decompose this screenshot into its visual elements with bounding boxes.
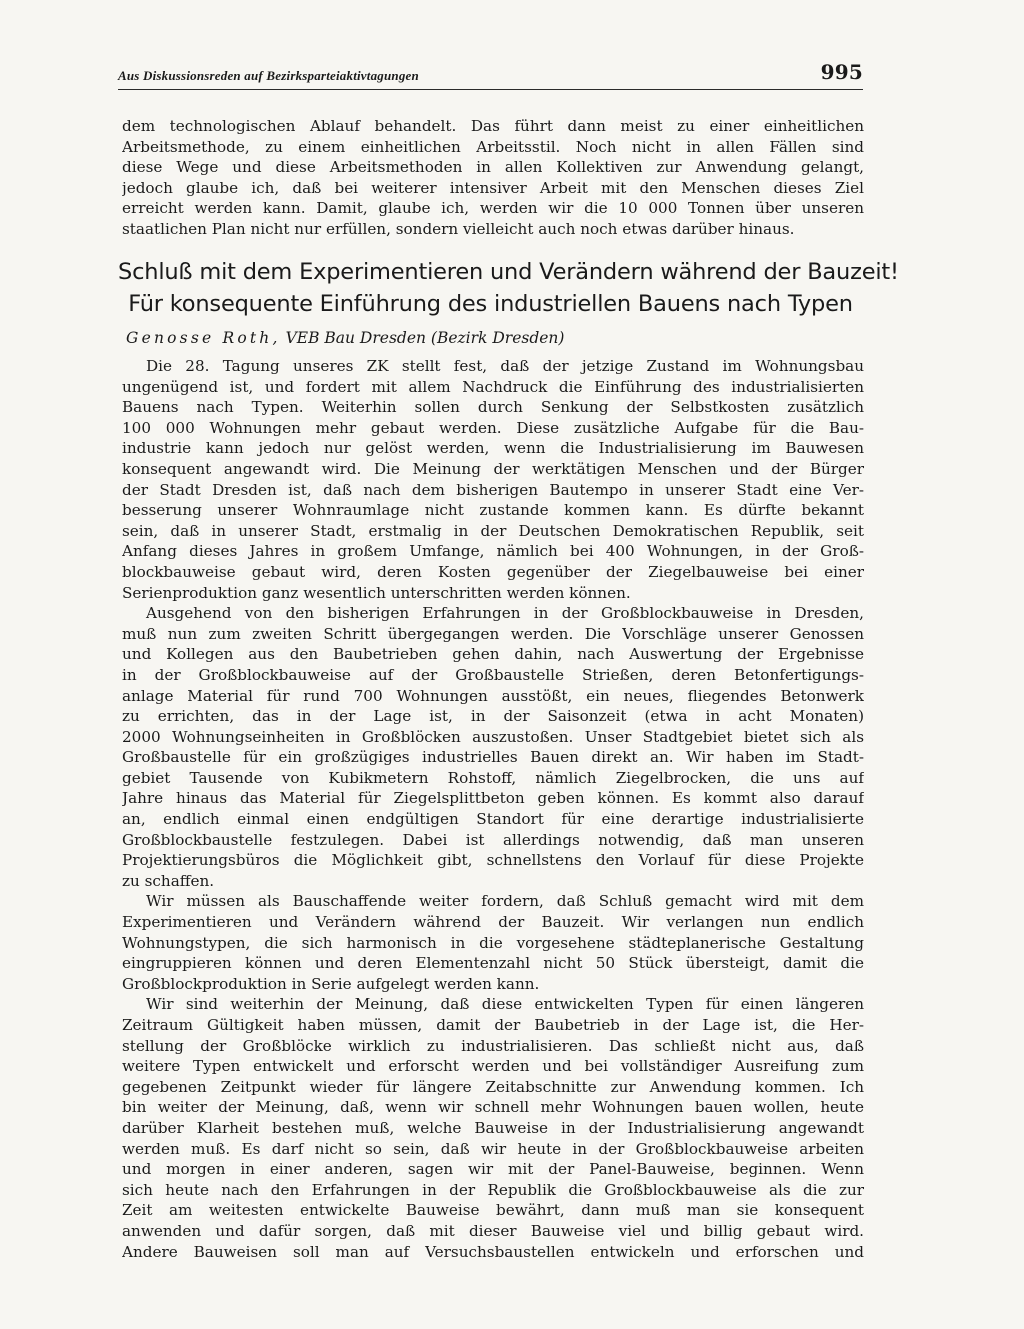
speaker-byline bbox=[126, 329, 564, 347]
page-number: 995 bbox=[820, 60, 863, 84]
text-line: weitere Typen entwickelt und erforscht werden und bei vollständiger Ausreifung zum bbox=[122, 1057, 864, 1076]
text-line: Wir sind weiterhin der Meinung, daß diese entwickelten Typen für einen längeren bbox=[146, 995, 864, 1014]
text-line: Arbeitsmethode, zu einem einheitlichen Arbeitsstil. Noch nicht in allen Fällen sind bbox=[122, 137, 864, 156]
section-heading-line-2: Für konsequente Einführung des industriellen Bauens nach Typen bbox=[128, 291, 853, 317]
text-line: Jahre hinaus das Material für Ziegelsplittbeton geben können. Es kommt also darauf bbox=[122, 789, 864, 808]
text-line: anlage Material für rund 700 Wohnungen ausstößt, ein neues, fliegendes Betonwerk bbox=[122, 686, 864, 705]
text-line: bin weiter der Meinung, daß, wenn wir schnell mehr Wohnungen bauen wollen, heute bbox=[122, 1098, 864, 1117]
section-heading-line-1: Schluß mit dem Experimentieren und Verändern während der Bauzeit! bbox=[118, 259, 899, 285]
text-line: blockbauweise gebaut wird, deren Kosten gegenüber der Ziegelbauweise bei einer bbox=[122, 562, 864, 581]
intro-paragraph bbox=[122, 116, 864, 240]
text-line: Ausgehend von den bisherigen Erfahrungen in der Großblockbauweise in Dresden, bbox=[146, 604, 864, 623]
text-line: konsequent angewandt wird. Die Meinung der werktätigen Menschen und der Bürger bbox=[122, 459, 864, 478]
running-title: Aus Diskussionsreden auf Bezirksparteiaktivtagungen bbox=[118, 68, 419, 83]
text-line: eingruppieren können und deren Elementenzahl nicht 50 Stück übersteigt, damit die bbox=[122, 954, 864, 973]
text-line: dem technologischen Ablauf behandelt. Das führt dann meist zu einer einheitlichen bbox=[122, 117, 864, 135]
speaker-affiliation: VEB Bau Dresden (Bezirk Dresden) bbox=[285, 329, 565, 347]
text-line: 100 000 Wohnungen mehr gebaut werden. Diese zusätzliche Aufgabe für die Bau- bbox=[122, 418, 864, 437]
running-header bbox=[118, 60, 863, 84]
text-line: sein, daß in unserer Stadt, erstmalig in der Deutschen Demokratischen Republik, seit bbox=[122, 521, 864, 540]
text-line: gebiet Tausende von Kubikmetern Rohstoff, nämlich Ziegelbrocken, die uns auf bbox=[122, 768, 864, 787]
text-line: Zeitraum Gültigkeit haben müssen, damit der Baubetrieb in der Lage ist, die Her- bbox=[122, 1016, 864, 1034]
speaker-name: Genosse Roth, bbox=[126, 329, 281, 347]
text-line: 2000 Wohnungseinheiten in Großblöcken auszustoßen. Unser Stadtgebiet bietet sich als bbox=[122, 727, 864, 746]
text-line: und morgen in einer anderen, sagen wir mit der Panel-Bauweise, beginnen. Wenn bbox=[122, 1160, 864, 1179]
text-line: der Stadt Dresden ist, daß nach dem bisherigen Bautempo in unserer Stadt eine Ver- bbox=[122, 480, 864, 499]
text-line: und Kollegen aus den Baubetrieben gehen dahin, nach Auswertung der Ergebnisse bbox=[122, 645, 864, 664]
text-line: ungenügend ist, und fordert mit allem Nachdruck die Einführung des industrialisierten bbox=[122, 377, 864, 396]
text-line: an, endlich einmal einen endgültigen Standort für eine derartige industrialisierte bbox=[122, 810, 864, 829]
text-line: darüber Klarheit bestehen muß, welche Bauweise in der Industrialisierung angewandt bbox=[122, 1118, 864, 1137]
text-line: Anfang dieses Jahres in großem Umfange, nämlich bei 400 Wohnungen, in der Groß- bbox=[122, 542, 864, 561]
text-line: Zeit am weitesten entwickelte Bauweise bewährt, dann muß man sie konsequent bbox=[122, 1201, 864, 1220]
text-line: Großblockproduktion in Serie aufgelegt werden kann. bbox=[122, 974, 540, 993]
text-line: Serienproduktion ganz wesentlich unterschritten werden können. bbox=[122, 583, 631, 602]
text-line: industrie kann jedoch nur gelöst werden, wenn die Industrialisierung im Bauwesen bbox=[122, 439, 864, 458]
text-line: zu schaffen. bbox=[122, 871, 215, 890]
text-line: Großblockbaustelle festzulegen. Dabei ist allerdings notwendig, daß man unseren bbox=[122, 830, 864, 849]
text-line: anwenden und dafür sorgen, daß mit dieser Bauweise viel und billig gebaut wird. bbox=[122, 1221, 864, 1240]
text-line: Wir müssen als Bauschaffende weiter fordern, daß Schluß gemacht wird mit dem bbox=[146, 892, 864, 911]
header-rule bbox=[118, 89, 863, 90]
text-line: staatlichen Plan nicht nur erfüllen, sondern vielleicht auch noch etwas darüber hinaus. bbox=[122, 219, 795, 238]
text-line: Experimentieren und Verändern während der Bauzeit. Wir verlangen nun endlich bbox=[122, 913, 864, 932]
text-line: Andere Bauweisen soll man auf Versuchsbaustellen entwickeln und erforschen und bbox=[122, 1242, 864, 1261]
text-line: erreicht werden kann. Damit, glaube ich, werden wir die 10 000 Tonnen über unseren bbox=[122, 199, 864, 218]
text-line: zu errichten, das in der Lage ist, in der Saisonzeit (etwa in acht Monaten) bbox=[122, 707, 864, 726]
text-line: besserung unserer Wohnraumlage nicht zustande kommen kann. Es dürfte bekannt bbox=[122, 501, 864, 520]
text-line: Projektierungsbüros die Möglichkeit gibt, schnellstens den Vorlauf für diese Projekte bbox=[122, 851, 864, 870]
text-line: jedoch glaube ich, daß bei weiterer intensiver Arbeit mit den Menschen dieses Ziel bbox=[122, 178, 864, 197]
text-line: werden muß. Es darf nicht so sein, daß wir heute in der Großblockbauweise arbeiten bbox=[122, 1139, 864, 1158]
text-line: diese Wege und diese Arbeitsmethoden in allen Kollektiven zur Anwendung gelangt, bbox=[122, 158, 864, 177]
text-line: Die 28. Tagung unseres ZK stellt fest, daß der jetzige Zustand im Wohnungsbau bbox=[146, 357, 864, 375]
section-heading bbox=[118, 256, 899, 320]
text-line: stellung der Großblöcke wirklich zu industrialisieren. Das schließt nicht aus, daß bbox=[122, 1036, 864, 1055]
text-line: Großbaustelle für ein großzügiges industrielles Bauen direkt an. Wir haben im Stadt- bbox=[122, 748, 864, 767]
text-line: Bauens nach Typen. Weiterhin sollen durch Senkung der Selbstkosten zusätzlich bbox=[122, 398, 864, 417]
text-line: gegebenen Zeitpunkt wieder für längere Zeitabschnitte zur Anwendung kommen. Ich bbox=[122, 1077, 864, 1096]
text-line: sich heute nach den Erfahrungen in der Republik die Großblockbauweise als die zur bbox=[122, 1180, 864, 1199]
text-line: Wohnungstypen, die sich harmonisch in die vorgesehene städteplanerische Gestaltung bbox=[122, 933, 864, 952]
speech-body bbox=[122, 356, 864, 1262]
text-line: muß nun zum zweiten Schritt übergegangen werden. Die Vorschläge unserer Genossen bbox=[122, 624, 864, 643]
text-line: in der Großblockbauweise auf der Großbaustelle Strießen, deren Betonfertigungs- bbox=[122, 665, 864, 684]
